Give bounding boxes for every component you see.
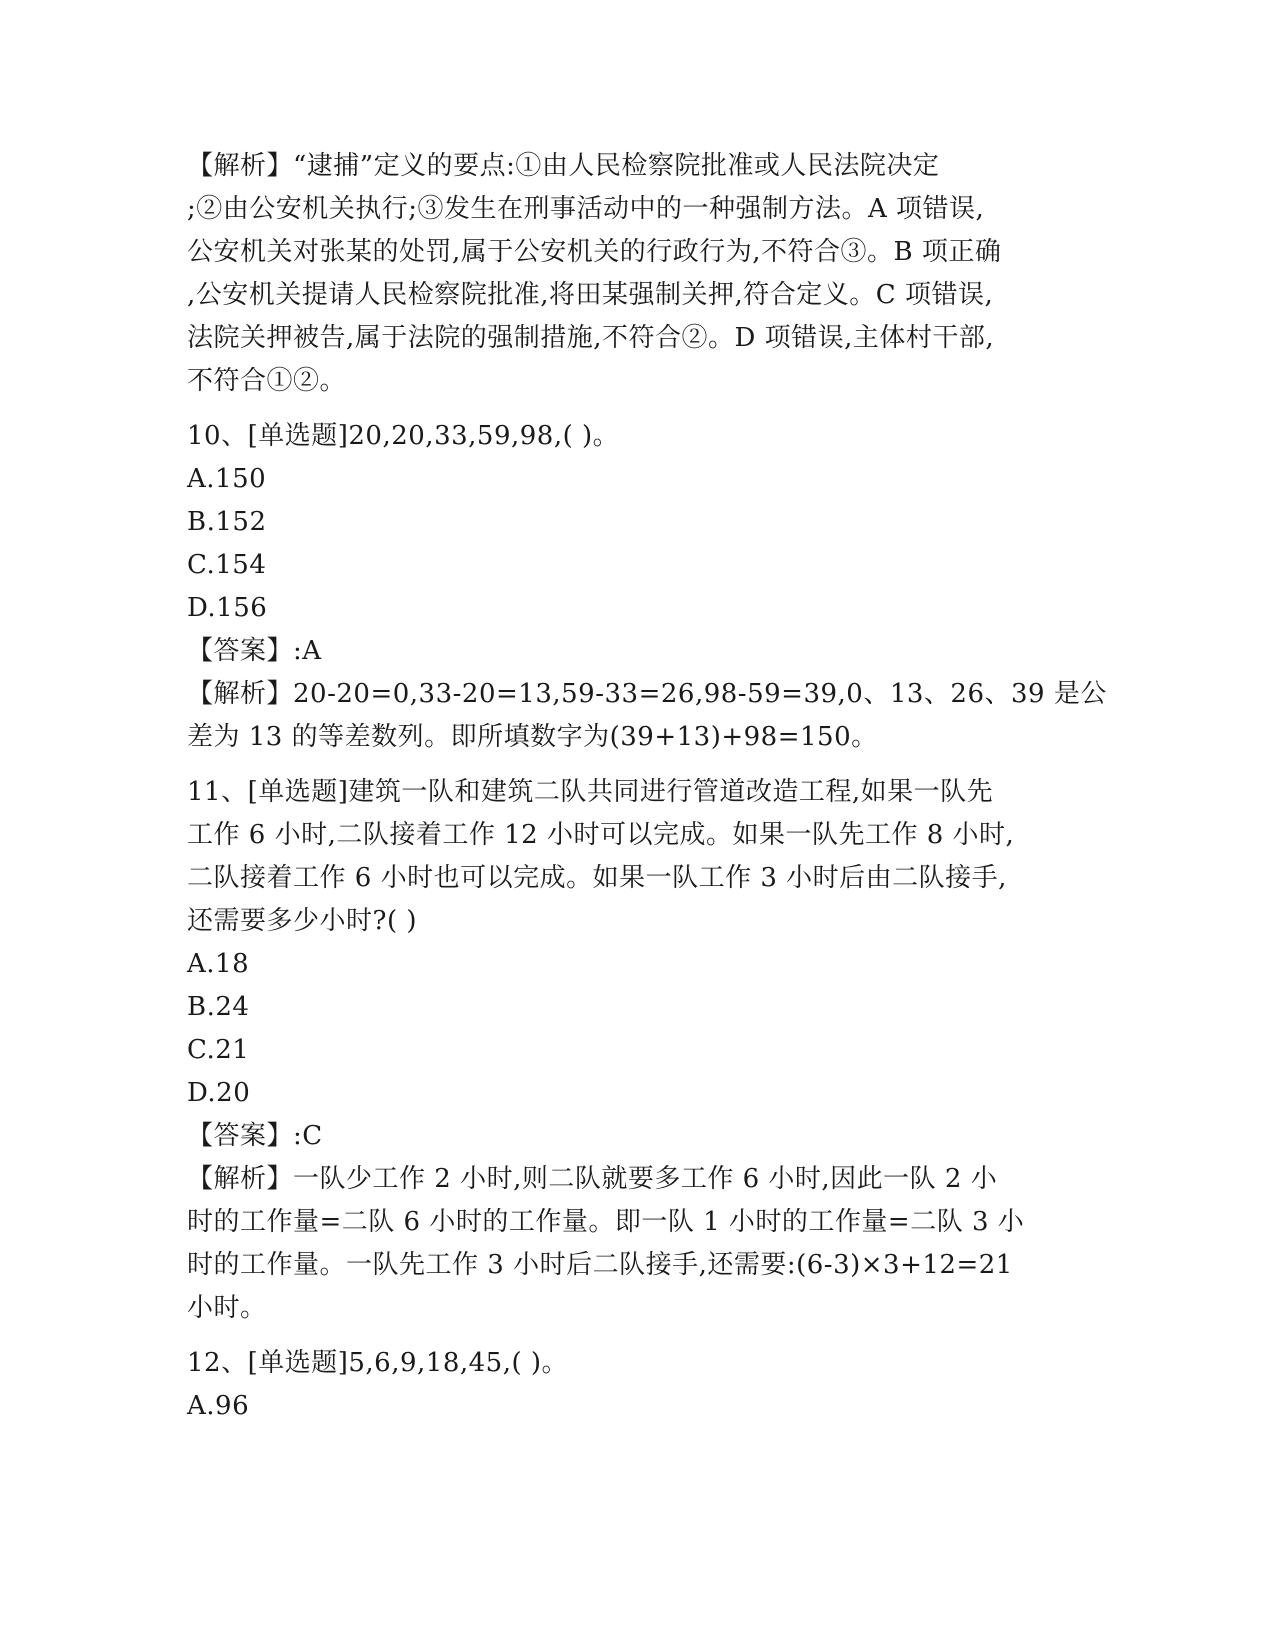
- question-stem: 10、[单选题]20,20,33,59,98,( )。: [187, 421, 620, 451]
- question-stem: 工作 6 小时,二队接着工作 12 小时可以完成。如果一队先工作 8 小时,: [187, 820, 1015, 850]
- option-a: A.96: [187, 1391, 250, 1421]
- analysis-line: 法院关押被告,属于法院的强制措施,不符合②。D 项错误,主体村干部,: [187, 323, 995, 353]
- answer-line: 【答案】:A: [187, 636, 322, 666]
- question-12: [187, 1342, 1087, 1428]
- analysis-line: ,公安机关提请人民检察院批准,将田某强制关押,符合定义。C 项错误,: [187, 280, 994, 310]
- option-b: B.152: [187, 507, 267, 537]
- analysis-line: 时的工作量。一队先工作 3 小时后二队接手,还需要:(6-3)×3+12=21: [187, 1250, 1013, 1280]
- option-c: C.154: [187, 550, 267, 580]
- question-11: [187, 771, 1087, 1330]
- previous-analysis: [187, 145, 1087, 403]
- analysis-line: 时的工作量=二队 6 小时的工作量。即一队 1 小时的工作量=二队 3 小: [187, 1207, 1025, 1237]
- analysis-line: 差为 13 的等差数列。即所填数字为(39+13)+98=150。: [187, 722, 878, 752]
- analysis-line: 【解析】20-20=0,33-20=13,59-33=26,98-59=39,0、13、26、39 是公: [187, 679, 1107, 709]
- option-d: D.20: [187, 1078, 251, 1108]
- document-page: [187, 145, 1107, 1428]
- question-stem: 12、[单选题]5,6,9,18,45,( )。: [187, 1348, 569, 1378]
- option-d: D.156: [187, 593, 268, 623]
- question-stem: 11、[单选题]建筑一队和建筑二队共同进行管道改造工程,如果一队先: [187, 777, 994, 807]
- option-c: C.21: [187, 1035, 250, 1065]
- analysis-line: 不符合①②。: [187, 366, 347, 396]
- question-10: [187, 415, 1107, 759]
- option-a: A.150: [187, 464, 267, 494]
- analysis-line: 【解析】“逮捕”定义的要点:①由人民检察院批准或人民法院决定: [187, 151, 940, 181]
- analysis-line: ;②由公安机关执行;③发生在刑事活动中的一种强制方法。A 项错误,: [187, 194, 985, 224]
- analysis-line: 【解析】一队少工作 2 小时,则二队就要多工作 6 小时,因此一队 2 小: [187, 1164, 998, 1194]
- answer-line: 【答案】:C: [187, 1121, 323, 1151]
- question-stem: 还需要多少小时?( ): [187, 906, 417, 936]
- option-b: B.24: [187, 992, 250, 1022]
- analysis-line: 公安机关对张某的处罚,属于公安机关的行政行为,不符合③。B 项正确: [187, 237, 1002, 267]
- analysis-line: 小时。: [187, 1293, 267, 1323]
- option-a: A.18: [187, 949, 250, 979]
- question-stem: 二队接着工作 6 小时也可以完成。如果一队工作 3 小时后由二队接手,: [187, 863, 1007, 893]
